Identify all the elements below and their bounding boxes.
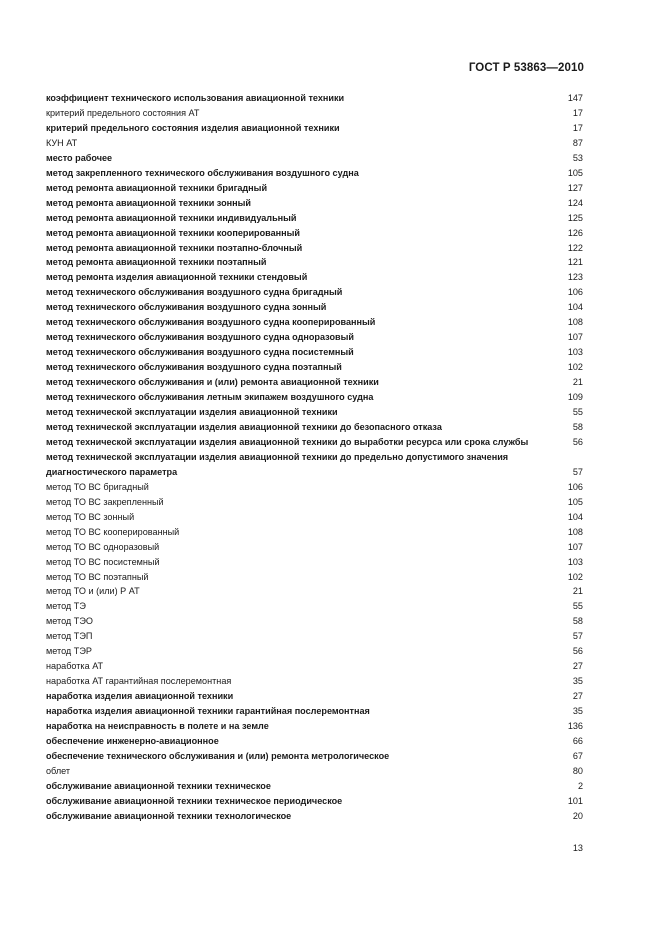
index-entry	[46, 495, 583, 510]
index-page-ref: 108	[567, 317, 583, 328]
index-page-ref: 125	[567, 212, 583, 223]
index-term: обеспечение инженерно-авиационное	[46, 735, 219, 746]
index-entry	[46, 435, 583, 450]
index-page-ref: 136	[567, 721, 583, 732]
index-entry	[46, 241, 583, 256]
index-term: метод ТЭ	[46, 601, 86, 612]
index-term: метод ремонта авиационной техники зонный	[46, 197, 251, 208]
index-entry	[46, 360, 583, 375]
index-entry	[46, 91, 583, 106]
index-term: метод технического обслуживания воздушного судна одноразовый	[46, 332, 354, 343]
index-term: критерий предельного состояния АТ	[46, 107, 200, 118]
index-page-ref: 106	[567, 287, 583, 298]
index-term: метод технической эксплуатации изделия авиационной техники до выработки ресурса или срока службы	[46, 436, 529, 447]
index-page-ref: 147	[567, 93, 583, 103]
index-entry	[46, 330, 583, 345]
index-entry	[46, 300, 583, 315]
index-entry	[46, 689, 583, 704]
index-entry	[46, 450, 583, 480]
index-term: место рабочее	[46, 152, 113, 163]
index-entry	[46, 405, 583, 420]
index-page-ref: 126	[567, 227, 583, 238]
index-term: метод ТЭР	[46, 646, 92, 657]
index-page-ref: 66	[572, 735, 583, 746]
index-entry	[46, 166, 583, 181]
index-term: наработка изделия авиационной техники	[46, 691, 234, 702]
index-term: метод ремонта авиационной техники кооперированный	[46, 227, 301, 238]
index-entry	[46, 794, 583, 809]
index-entry	[46, 181, 583, 196]
index-term: метод технического обслуживания воздушного судна бригадный	[46, 287, 343, 298]
index-page-ref: 104	[567, 302, 583, 313]
index-page-ref: 121	[567, 257, 583, 268]
index-page-ref: 58	[572, 421, 583, 432]
alphabetical-index	[46, 91, 583, 824]
index-page-ref: 105	[567, 167, 583, 178]
index-term: КУН АТ	[46, 137, 78, 148]
index-entry	[46, 480, 583, 495]
index-term: метод ТО ВС кооперированный	[46, 526, 180, 537]
index-entry	[46, 390, 583, 405]
index-entry	[46, 644, 583, 659]
index-term: метод ТЭО	[46, 616, 93, 627]
standard-designation: ГОСТ Р 53863—2010	[468, 62, 584, 74]
index-term: обслуживание авиационной техники технологическое	[46, 810, 292, 821]
index-term: облет	[46, 765, 71, 776]
index-entry	[46, 749, 583, 764]
index-page-ref: 17	[572, 107, 583, 118]
index-page-ref: 57	[572, 466, 583, 477]
index-entry	[46, 121, 583, 136]
index-page-ref: 80	[572, 765, 583, 776]
index-page-ref: 27	[572, 691, 583, 702]
index-page-ref: 102	[567, 571, 583, 582]
index-page-ref: 127	[567, 182, 583, 193]
index-entry	[46, 629, 583, 644]
index-page-ref: 122	[567, 242, 583, 253]
index-page-ref: 123	[567, 272, 583, 283]
index-term: метод технического обслуживания и (или) ремонта авиационной техники	[46, 377, 379, 388]
index-term: обслуживание авиационной техники техническое	[46, 780, 271, 791]
index-entry	[46, 809, 583, 824]
index-entry	[46, 196, 583, 211]
index-term: метод технического обслуживания летным экипажем воздушного судна	[46, 392, 374, 403]
index-term: коэффициент технического использования авиационной техники	[46, 93, 345, 103]
index-page-ref: 20	[572, 810, 583, 821]
index-page-ref: 21	[572, 377, 583, 388]
index-term: метод ТО ВС закрепленный	[46, 496, 164, 507]
index-page-ref: 124	[567, 197, 583, 208]
index-page-ref: 109	[567, 392, 583, 403]
index-term: метод технической эксплуатации изделия авиационной техники до безопасного отказа	[46, 421, 442, 432]
index-term: метод ТО ВС одноразовый	[46, 541, 160, 552]
index-entry	[46, 704, 583, 719]
index-page-ref: 21	[572, 586, 583, 597]
index-entry	[46, 525, 583, 540]
index-term: обслуживание авиационной техники техническое периодическое	[46, 795, 343, 806]
index-page-ref: 53	[572, 152, 583, 163]
index-entry	[46, 734, 583, 749]
index-entry	[46, 226, 583, 241]
index-page-ref: 55	[572, 601, 583, 612]
index-page-ref: 56	[572, 436, 583, 447]
index-term: метод ТО ВС зонный	[46, 511, 135, 522]
index-entry	[46, 270, 583, 285]
index-term: метод ТО ВС поэтапный	[46, 571, 149, 582]
index-entry	[46, 659, 583, 674]
index-page-ref: 105	[567, 496, 583, 507]
index-page-ref: 35	[572, 706, 583, 717]
page-number: 13	[572, 843, 583, 853]
index-entry	[46, 570, 583, 585]
index-entry	[46, 764, 583, 779]
index-page-ref: 107	[567, 541, 583, 552]
index-entry	[46, 136, 583, 151]
index-entry	[46, 255, 583, 270]
index-term: метод ремонта авиационной техники поэтапно-блочный	[46, 242, 303, 253]
index-term: метод ТО ВС посистемный	[46, 556, 160, 567]
index-entry	[46, 510, 583, 525]
index-entry	[46, 674, 583, 689]
index-page-ref: 103	[567, 556, 583, 567]
index-entry	[46, 151, 583, 166]
index-term: метод ТЭП	[46, 631, 93, 642]
index-term: критерий предельного состояния изделия авиационной техники	[46, 122, 340, 133]
index-term: метод ремонта изделия авиационной техники стендовый	[46, 272, 308, 283]
index-term: наработка АТ гарантийная послеремонтная	[46, 676, 232, 687]
index-term: метод технической эксплуатации изделия авиационной техники	[46, 407, 338, 418]
index-entry	[46, 345, 583, 360]
index-term: наработка АТ	[46, 661, 104, 672]
index-entry	[46, 584, 583, 599]
index-page-ref: 58	[572, 616, 583, 627]
index-term: метод технической эксплуатации изделия авиационной техники до предельно допустимого значения диагностического параметра	[46, 451, 509, 477]
index-page-ref: 103	[567, 347, 583, 358]
index-page-ref: 2	[577, 780, 583, 791]
index-entry	[46, 719, 583, 734]
index-entry	[46, 420, 583, 435]
index-term: метод технического обслуживания воздушного судна поэтапный	[46, 362, 342, 373]
index-page-ref: 27	[572, 661, 583, 672]
index-entry	[46, 315, 583, 330]
index-page-ref: 101	[567, 795, 583, 806]
index-term: метод ремонта авиационной техники индивидуальный	[46, 212, 297, 223]
index-page-ref: 17	[572, 122, 583, 133]
index-entry	[46, 599, 583, 614]
index-entry	[46, 106, 583, 121]
index-page-ref: 57	[572, 631, 583, 642]
index-page-ref: 55	[572, 407, 583, 418]
index-term: наработка изделия авиационной техники гарантийная послеремонтная	[46, 706, 370, 717]
index-entry	[46, 555, 583, 570]
index-page-ref: 87	[572, 137, 583, 148]
index-term: метод ТО ВС бригадный	[46, 481, 149, 492]
index-page-ref: 107	[567, 332, 583, 343]
index-term: метод технического обслуживания воздушного судна кооперированный	[46, 317, 376, 328]
index-term: обеспечение технического обслуживания и (или) ремонта метрологическое	[46, 750, 390, 761]
index-term: метод технического обслуживания воздушного судна зонный	[46, 302, 327, 313]
index-entry	[46, 285, 583, 300]
index-term: метод закрепленного технического обслуживания воздушного судна	[46, 167, 359, 178]
index-term: метод ремонта авиационной техники поэтапный	[46, 257, 267, 268]
index-page-ref: 108	[567, 526, 583, 537]
index-entry	[46, 779, 583, 794]
index-entry	[46, 211, 583, 226]
index-term: метод технического обслуживания воздушного судна посистемный	[46, 347, 354, 358]
index-term: метод ремонта авиационной техники бригадный	[46, 182, 268, 193]
index-page-ref: 104	[567, 511, 583, 522]
index-entry	[46, 375, 583, 390]
index-entry	[46, 540, 583, 555]
index-page-ref: 67	[572, 750, 583, 761]
index-term: наработка на неисправность в полете и на земле	[46, 721, 269, 732]
index-page-ref: 35	[572, 676, 583, 687]
index-term: метод ТО и (или) Р АТ	[46, 586, 140, 597]
index-page-ref: 102	[567, 362, 583, 373]
index-page-ref: 106	[567, 481, 583, 492]
index-page-ref: 56	[572, 646, 583, 657]
index-entry	[46, 614, 583, 629]
